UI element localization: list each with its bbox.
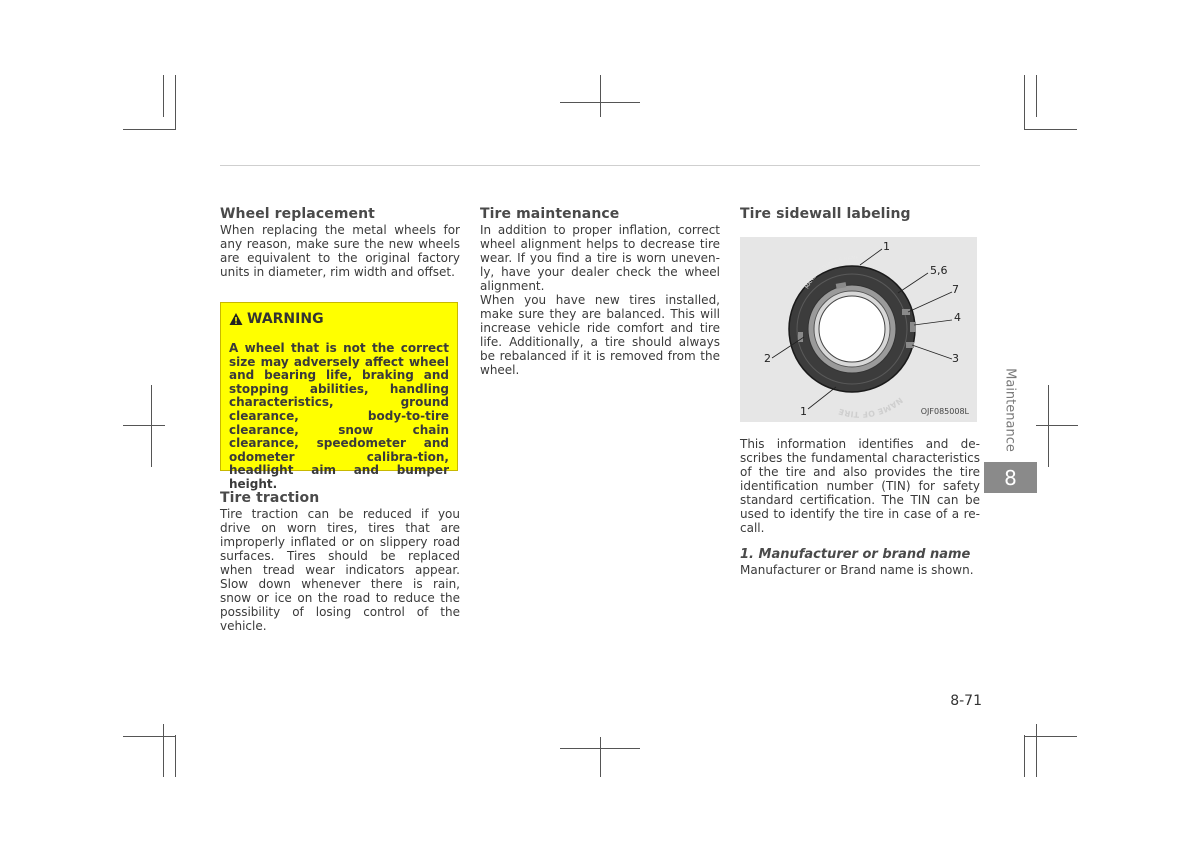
paragraph-tire-balancing: When you have new tires installed, make sure they are balanced. This will increase vehicle ride comfort and tire life. Additionally, a tire should always be rebalanced if it is removed from the wheel. xyxy=(480,293,720,377)
header-rule xyxy=(220,165,980,166)
column-right xyxy=(740,205,980,577)
callout-label: 7 xyxy=(952,283,959,296)
warning-triangle-icon xyxy=(229,312,243,326)
paragraph-manufacturer: Manufacturer or Brand name is shown. xyxy=(740,563,974,577)
column-left xyxy=(220,205,460,633)
tire-illustration xyxy=(740,237,977,422)
sidewall-text-bottom: NAME OF TIRE xyxy=(837,395,905,419)
paragraph-tire-traction: Tire traction can be reduced if you drive on worn tires, tires that are improperly inflated or on slippery road surfaces. Tires should be replaced when tread wear indicators appear. Slow down whenever there is rain, snow or ice on the road to reduce the possibility of losing control of the vehicle. xyxy=(220,507,460,633)
warning-text: A wheel that is not the correct size may adversely affect wheel and bearing life, braking and stopping abilities, handling characteristics, ground clearance, body-to-tire clearance, snow chain clearance, speedometer and odometer calibra-tion, headlight aim and bumper height. xyxy=(229,341,449,491)
subheading-manufacturer: 1. Manufacturer or brand name xyxy=(740,547,971,562)
paragraph-tire-alignment: In addition to proper inflation, correct wheel alignment helps to decrease tire wear. If you find a tire is worn uneven-ly, have your dealer check the wheel alignment. xyxy=(480,223,720,293)
callout-label: 5,6 xyxy=(930,264,948,277)
section-heading-tire-sidewall: Tire sidewall labeling xyxy=(740,206,911,222)
callout-label: 3 xyxy=(952,352,959,365)
page-number: 8-71 xyxy=(950,693,982,709)
warning-box xyxy=(220,302,458,491)
section-heading-tire-traction: Tire traction xyxy=(220,490,320,506)
sidewall-text-top: MANUFACTURER'S NAME xyxy=(804,255,859,290)
figure-code: OJF085008L xyxy=(920,407,969,416)
paragraph-wheel-replacement: When replacing the metal wheels for any reason, make sure the new wheels are equivalent to the original factory units in diameter, rim width and offset. xyxy=(220,223,460,279)
callout-label: 1 xyxy=(883,240,890,253)
svg-text:NAME OF TIRE xyxy=(838,395,905,419)
section-heading-wheel-replacement: Wheel replacement xyxy=(220,206,375,222)
tire-sidewall-figure xyxy=(740,237,977,422)
chapter-label: Maintenance xyxy=(1002,368,1018,452)
paragraph-sidewall-info: This information identifies and de-scribes the fundamental characteristics of the tire and also provides the tire identification number (TIN) for safety standard certification. The TIN can be used to identify the tire in case of a re-call. xyxy=(740,437,980,535)
callout-label: 1 xyxy=(800,405,807,418)
chapter-tab: 8 xyxy=(984,462,1037,493)
warning-header xyxy=(229,311,449,327)
callout-label: 4 xyxy=(954,311,961,324)
section-heading-tire-maintenance: Tire maintenance xyxy=(480,206,620,222)
warning-title: WARNING xyxy=(247,311,324,327)
callout-label: 2 xyxy=(764,352,771,365)
column-middle xyxy=(480,205,720,377)
